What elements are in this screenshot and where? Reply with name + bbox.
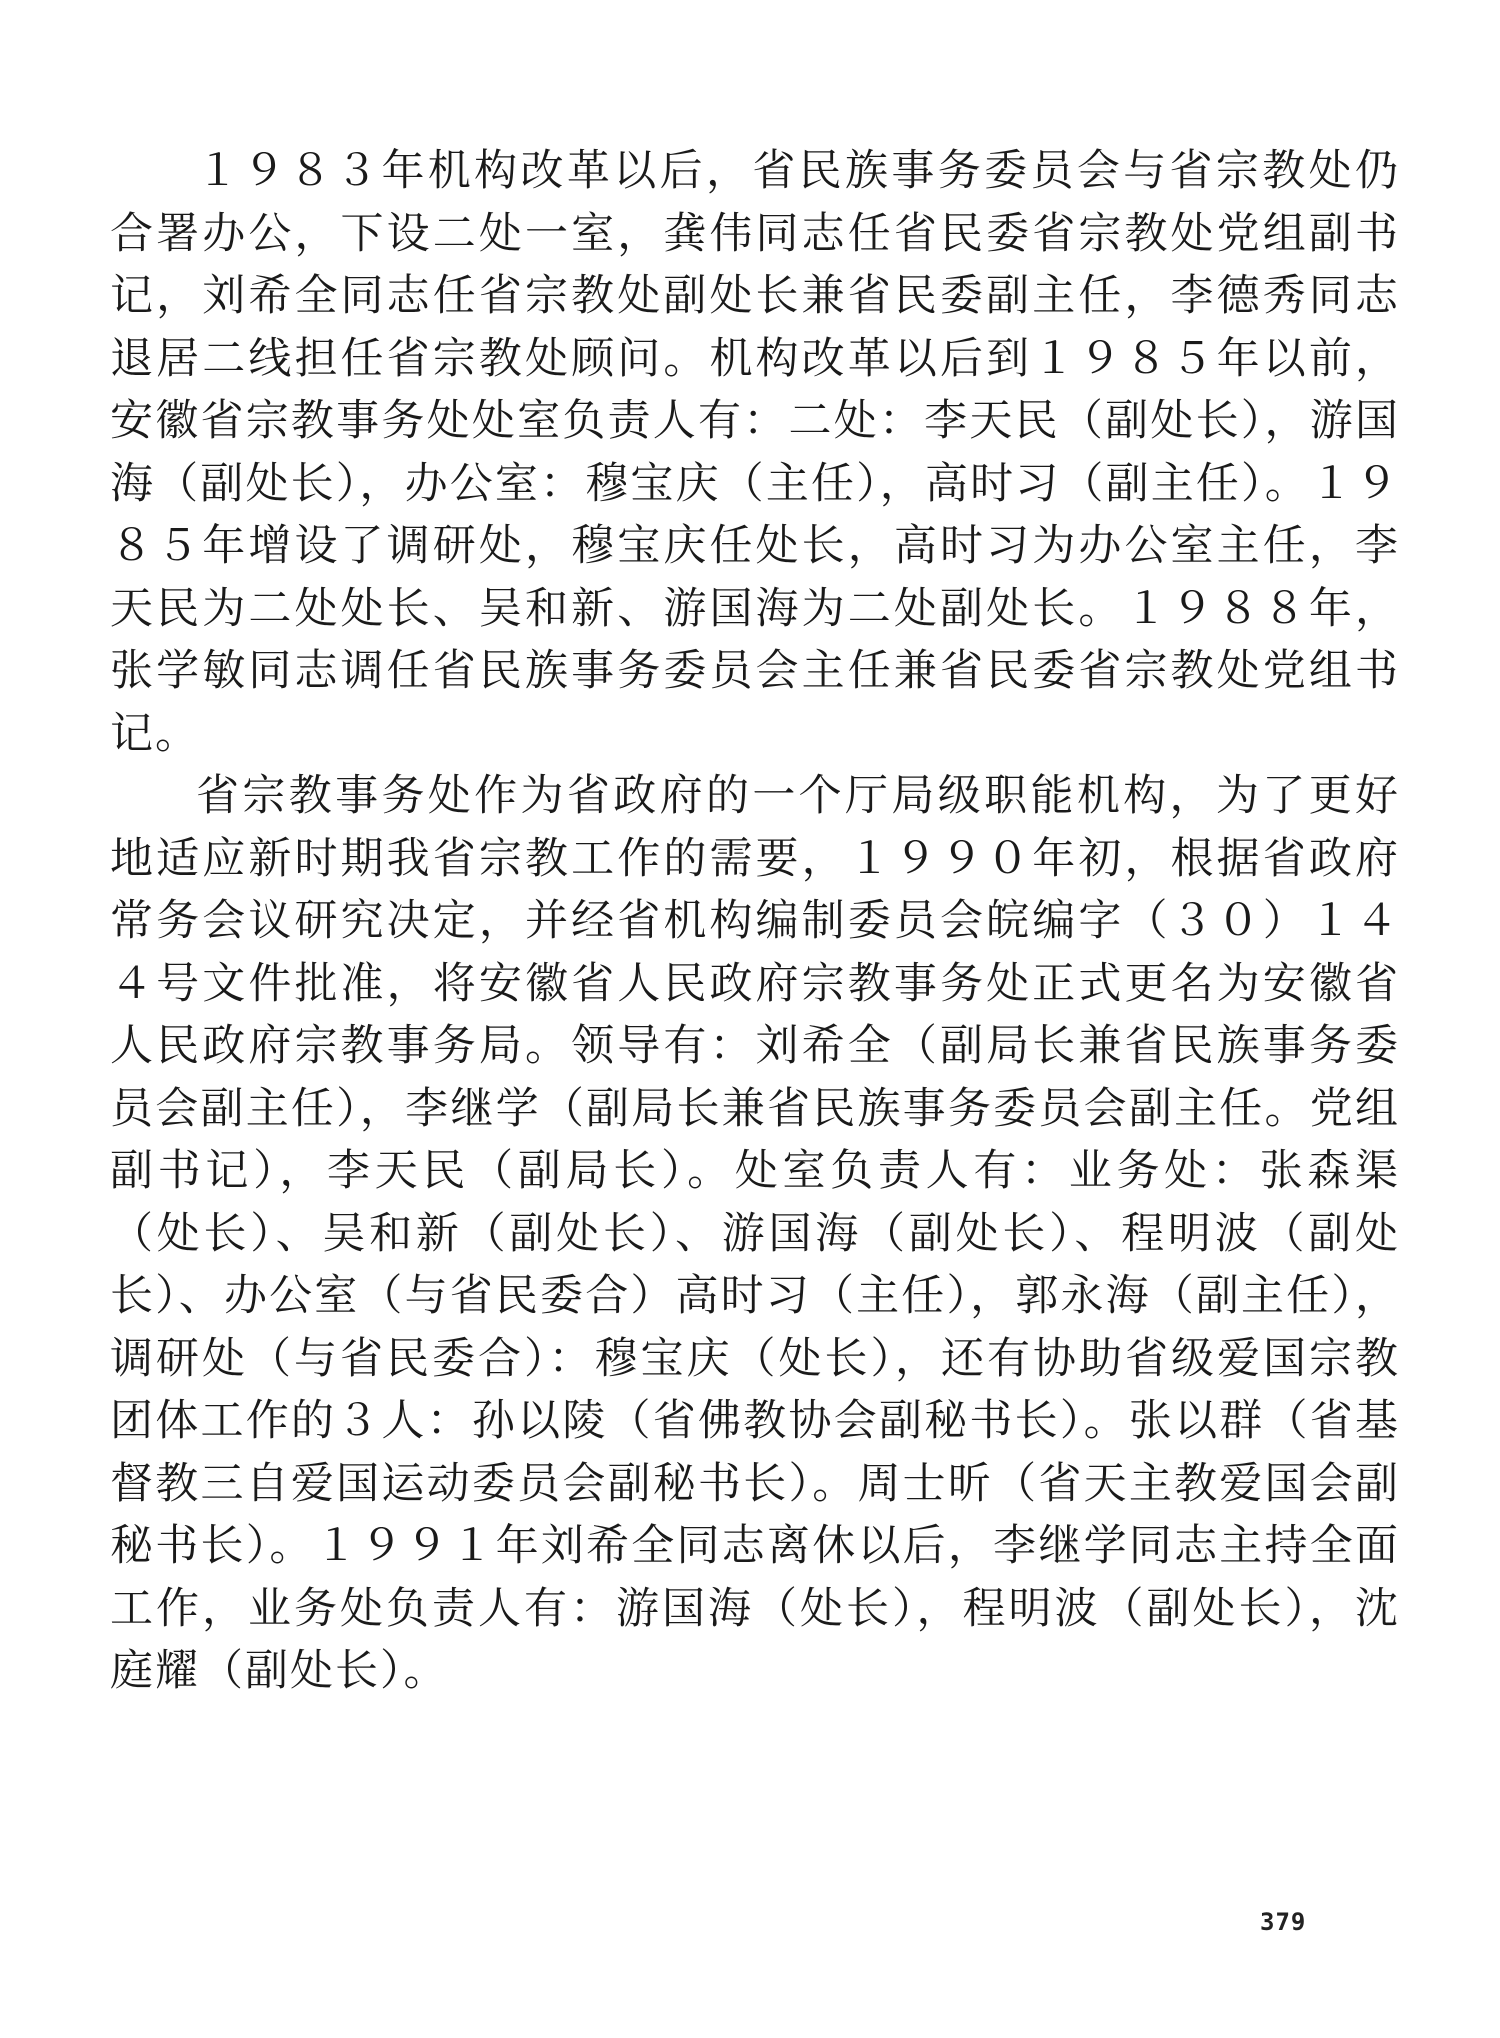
paragraph-1: １９８３年机构改革以后，省民族事务委员会与省宗教处仍合署办公，下设二处一室，龚伟同志任省民委省宗教处党组副书记，刘希全同志任省宗教处副处长兼省民委副主任，李德秀同志退居二线担任省宗教处顾问。机构改革以后到１９８５年以前，安徽省宗教事务处处室负责人有：二处：李天民（副处长），游国海（副处长），办公室：穆宝庆（主任），高时习（副主任）。１９８５年增设了调研处，穆宝庆任处长，高时习为办公室主任，李天民为二处处长、吴和新、游国海为二处副处长。１９８８年，张学敏同志调任省民族事务委员会主任兼省民委省宗教处党组书记。 [110,146,1400,759]
body-text [110,140,1400,1703]
page-number: 379 [1260,1908,1307,1936]
paragraph-2: 省宗教事务处作为省政府的一个厅局级职能机构，为了更好地适应新时期我省宗教工作的需要，１９９０年初，根据省政府常务会议研究决定，并经省机构编制委员会皖编字（３０）１４４号文件批准，将安徽省人民政府宗教事务处正式更名为安徽省人民政府宗教事务局。领导有：刘希全（副局长兼省民族事务委员会副主任），李继学（副局长兼省民族事务委员会副主任。党组副书记），李天民（副局长）。处室负责人有：业务处：张森渠（处长）、吴和新（副处长）、游国海（副处长）、程明波（副处长）、办公室（与省民委合）高时习（主任），郭永海（副主任），调研处（与省民委合）：穆宝庆（处长），还有协助省级爱国宗教团体工作的３人：孙以陵（省佛教协会副秘书长）。张以群（省基督教三自爱国运动委员会副秘书长）。周士昕（省天主教爱国会副秘书长）。１９９１年刘希全同志离休以后，李继学同志主持全面工作，业务处负责人有：游国海（处长），程明波（副处长），沈庭耀（副处长）。 [110,771,1400,1696]
